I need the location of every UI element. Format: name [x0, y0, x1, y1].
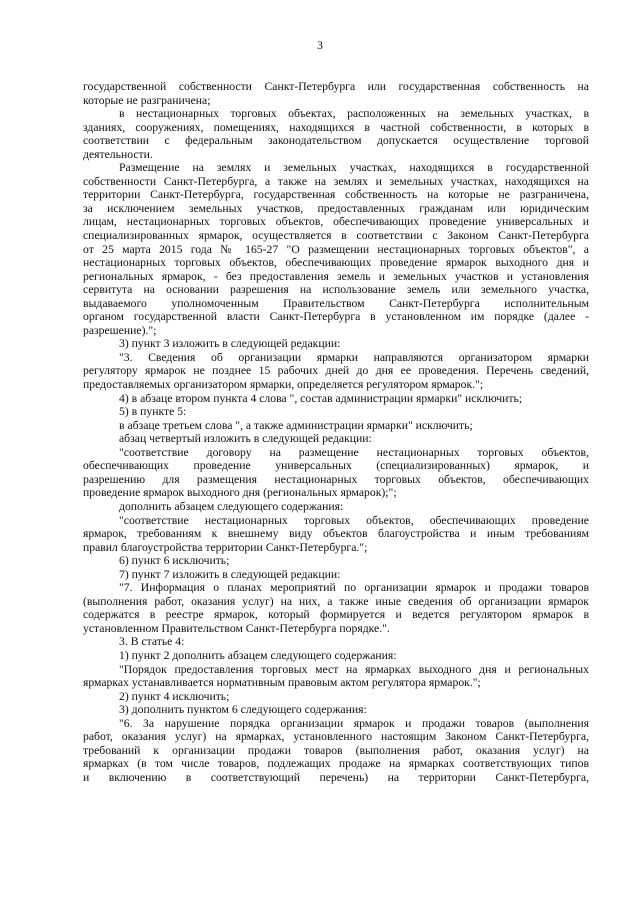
text-line: выдаваемого уполномоченным Правительством Санкт-Петербурга исполнительным: [83, 296, 589, 310]
text-line: собственности Санкт-Петербурга, а также на землях и земельных участках, находящихся на: [83, 174, 589, 188]
text-line: абзац четвертый изложить в следующей редакции:: [119, 432, 372, 446]
text-line: предоставляемых организатором ярмарки, определяется регулятором ярмарок.";: [83, 378, 484, 392]
text-line: ярмарок, требованиям к внешнему виду объектов благоустройства и иным требованиям: [83, 527, 589, 541]
page-number: 3: [317, 40, 323, 52]
text-line: за исключением земельных участков, предоставленных гражданам или юридическим: [83, 201, 589, 215]
text-line: и включению в соответствующий перечень) на территории Санкт-Петербурга,: [83, 770, 589, 784]
text-line: "соответствие договору на размещение нестационарных торговых объектов,: [119, 445, 589, 459]
text-line: "6. За нарушение порядка организации ярмарок и продажи товаров (выполнения: [119, 716, 589, 730]
text-line: зданиях, сооружениях, помещениях, находящихся в частной собственности, в которых в: [83, 120, 589, 134]
text-line: проведение ярмарок выходного дня (региональных ярмарок);";: [83, 486, 397, 500]
text-line: от 25 марта 2015 года № 165-27 "О размещении нестационарных торговых объектов", а: [83, 242, 589, 256]
text-line: "7. Информация о планах мероприятий по организации ярмарок и продажи товаров: [119, 581, 589, 595]
text-line: установленном Правительством Санкт-Петербурга порядке.".: [83, 621, 390, 635]
text-line: 3. В статье 4:: [119, 635, 185, 649]
text-line: содержатся в реестре ярмарок, который формируется и ведется регулятором ярмарок в: [83, 608, 589, 622]
text-line: Размещение на землях и земельных участках, находящихся в государственной: [119, 161, 589, 175]
text-line: дополнить абзацем следующего содержания:: [119, 499, 344, 513]
text-line: (выполнения работ, оказания услуг) на них, а также иные сведения об организации ярмарок: [83, 594, 589, 608]
text-line: соответствии с федеральным законодательством допускается осуществление торговой: [83, 134, 589, 148]
text-line: ярмарках (в том числе товаров, подлежащих продаже на ярмарках соответствующих типов: [83, 757, 589, 771]
text-line: сервитута на основании разрешения на использование земель или земельного участка,: [83, 283, 589, 297]
text-line: разрешение).";: [83, 323, 157, 337]
text-line: лицам, нестационарных торговых объектов, обеспечивающих проведение универсальных и: [83, 215, 589, 229]
text-line: в нестационарных торговых объектах, расположенных на земельных участках, в: [119, 107, 589, 121]
text-line: региональных ярмарок, - без предоставления земель и земельных участков и установления: [83, 269, 589, 283]
text-line: специализированных ярмарок, осуществляется в соответствии с Законом Санкт-Петербурга: [83, 229, 589, 243]
text-line: 7) пункт 7 изложить в следующей редакции:: [119, 567, 341, 581]
text-line: в абзаце третьем слова ", а также администрации ярмарки" исключить;: [119, 418, 473, 432]
text-line: требований к организации продажи товаров (выполнения работ, оказания услуг) на: [83, 743, 589, 757]
text-line: 2) пункт 4 исключить;: [119, 689, 230, 703]
text-line: деятельности.: [83, 147, 153, 161]
text-line: "Порядок предоставления торговых мест на ярмарках выходного дня и региональных: [119, 662, 589, 676]
document-body: [83, 80, 589, 784]
text-line: 1) пункт 2 дополнить абзацем следующего содержания:: [119, 648, 397, 662]
text-line: правил благоустройства территории Санкт-Петербурга.";: [83, 540, 368, 554]
text-line: 4) в абзаце втором пункта 4 слова ", состав администрации ярмарки" исключить;: [119, 391, 523, 405]
text-line: 6) пункт 6 исключить;: [119, 554, 230, 568]
text-line: "соответствие нестационарных торговых объектов, обеспечивающих проведение: [119, 513, 589, 527]
text-line: работ, оказания услуг) на ярмарках, установленного настоящим Законом Санкт-Петербурга,: [83, 730, 589, 744]
text-line: которые не разграничена;: [83, 93, 211, 107]
text-line: 3) дополнить пунктом 6 следующего содержания:: [119, 703, 367, 717]
text-line: 3) пункт 3 изложить в следующей редакции:: [119, 337, 341, 351]
text-line: государственной собственности Санкт-Петербурга или государственная собственность на: [83, 80, 589, 93]
text-line: "3. Сведения об организации ярмарки направляются организатором ярмарки: [119, 350, 589, 364]
text-line: разрешению для размещения нестационарных торговых объектов, обеспечивающих: [83, 472, 589, 486]
text-line: нестационарных торговых объектов, обеспечивающих проведение ярмарок выходного дня и: [83, 256, 589, 270]
text-line: регулятору ярмарок не позднее 15 рабочих дней до дня ее проведения. Перечень сведений,: [83, 364, 589, 378]
text-line: ярмарках устанавливается нормативным правовым актом регулятора ярмарок.";: [83, 676, 481, 690]
text-line: органом государственной власти Санкт-Петербурга в установленном им порядке (далее -: [83, 310, 589, 324]
text-line: 5) в пункте 5:: [119, 405, 187, 419]
text-line: обеспечивающих проведение универсальных (специализированных) ярмарок, и: [83, 459, 589, 473]
text-line: территории Санкт-Петербурга, государственная собственность на которые не разграничена,: [83, 188, 589, 202]
